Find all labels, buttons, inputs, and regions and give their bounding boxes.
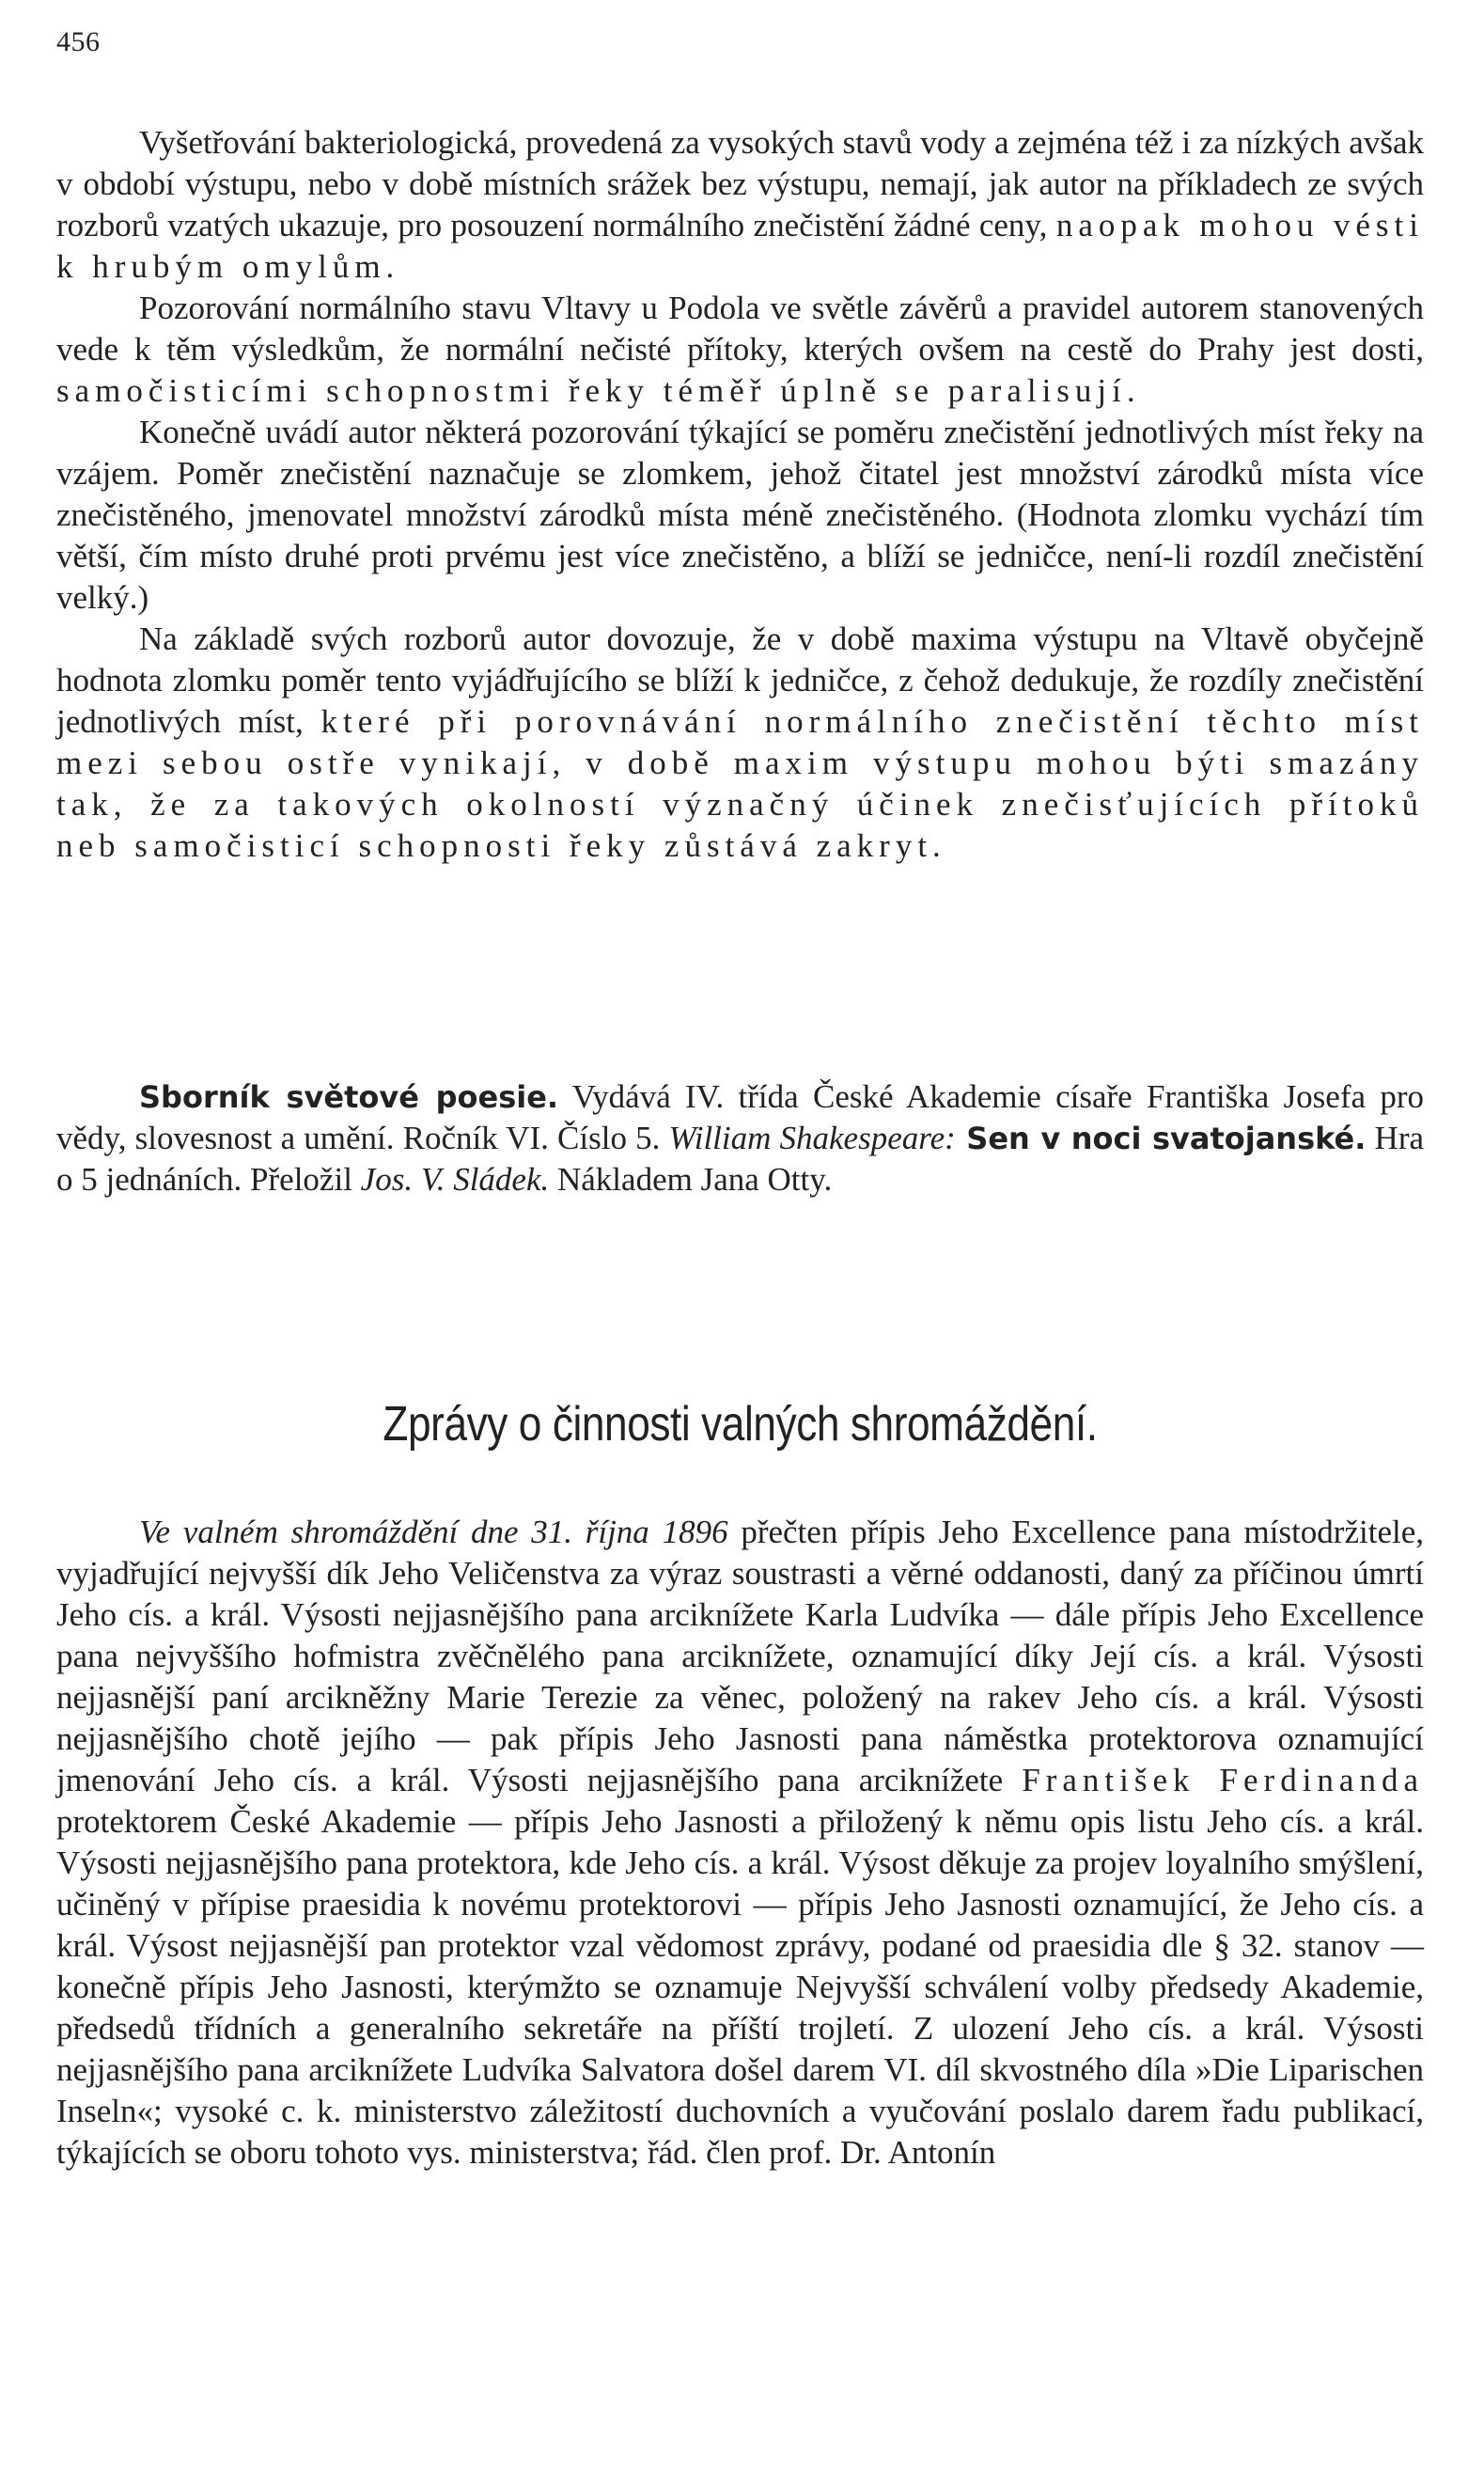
paragraph-text: protektorem České Akademie — přípis Jeho Jasnosti a přiložený k němu opis listu Jeho cís. a král. Výsosti nejjasnějšího pana protektora, kde Jeho cís. a král. Výsost děkuje za projev loyalního smýšlení, učiněný v přípise praesidia k novému protektorovi — přípis Jeho Jasnosti oznamující, že Jeho cís. a král. Výsost nejjasnější pan protektor vzal vědomost zprávy, podané od praesidia dle § 32. stanov — konečně přípis Jeho Jasnosti, kterýmžto se oznamuje Nejvyšší schválení volby předsedy Akademie, předsedů třídních a generalního sekretáře na příští trojletí. Z ulození Jeho cís. a král. Výsosti nejjasnějšího pana arciknížete Ludvíka Salvatora došel darem VI. díl skvostného díla »Die Liparischen Inseln«; vysoké c. k. ministerstvo záležitostí duchovních a vyučování poslalo darem řadu publikací, týkajících se oboru tohoto vys. ministerstva; řád. člen prof. Dr. Antonín (56, 1803, 1424, 2171)
book-text: Nákladem Jana Otty. (549, 1161, 833, 1198)
paragraph-text: Pozorování normálního stavu Vltavy u Podola ve světle závěrů a pravidel autorem stanovených vede k těm výsledkům, že normální nečisté přítoky, kterých ovšem na cestě do Prahy jest dosti, (56, 290, 1424, 368)
paragraph-text: Vyšetřování bakteriologická, provedená za vysokých stavů vody a zejména též i za nízkých avšak v období výstupu, nebo v době místních srážek bez výstupu, nemají, jak autor na příkladech ze svých rozborů vzatých ukazuje, pro posouzení normálního znečistění žádné ceny, (56, 124, 1424, 243)
spaced-name: František Ferdinanda (1022, 1762, 1424, 1798)
book-text: Vydává IV. třída České Akademie císaře Františka Josefa pro vědy, slovesnost a umění. Ročník VI. Číslo 5. (56, 1078, 1425, 1156)
book-notice (56, 1076, 1424, 1201)
page-number: 456 (56, 26, 101, 57)
book-author: William Shakespeare: (668, 1120, 956, 1156)
paragraph (56, 1512, 1424, 2174)
review-text (56, 122, 1424, 867)
book-entry (56, 1076, 1424, 1201)
section-title: Zprávy o činnosti valných shromáždění. (383, 1397, 1098, 1452)
spaced-emphasis: samočisticími schopnostmi řeky téměř úplně se paralisují. (56, 372, 1141, 409)
paragraph (56, 619, 1424, 867)
book-translator: Jos. V. Sládek. (360, 1161, 550, 1198)
book-series-title: Sborník světové poesie. (139, 1079, 559, 1115)
paragraph-text: Konečně uvádí autor některá pozorování týkající se poměru znečistění jednotlivých míst řeky na vzájem. Poměr znečistění naznačuje se zlomkem, jehož čitatel jest množství zárodků místa více znečistěného, jmenovatel množství zárodků místa méně znečistěného. (Hodnota zlomku vychází tím větší, čím místo druhé proti prvému jest více znečistěno, a blíží se jedničce, není-li rozdíl znečistění velký.) (56, 414, 1424, 616)
paragraph (56, 412, 1424, 619)
assembly-report (56, 1512, 1424, 2174)
paragraph (56, 122, 1424, 288)
paragraph-text: přečten přípis Jeho Excellence pana místodržitele, vyjadřující nejvyšší dík Jeho Veličenstva za výraz soustrasti a věrné oddanosti, daný za příčinou úmrtí Jeho cís. a král. Výsosti nejjasnějšího pana arciknížete Karla Ludvíka — dále přípis Jeho Excellence pana nejvyššího hofmistra zvěčnělého pana arciknížete, oznamující díky Její cís. a král. Výsosti nejjasnější paní arcikněžny Marie Terezie za věnec, položený na rakev Jeho cís. a král. Výsosti nejjasnějšího chotě jejího — pak přípis Jeho Jasnosti pana náměstka protektorova oznamující jmenování Jeho cís. a král. Výsosti nejjasnějšího pana arciknížete (56, 1514, 1424, 1798)
paragraph (56, 288, 1424, 412)
book-work-title: Sen v noci svatojanské. (955, 1121, 1367, 1156)
book-text: Hra o 5 jednáních. Přeložil (56, 1120, 1425, 1198)
paragraph-text: Na základě svých rozborů autor dovozuje, že v době maxima výstupu na Vltavě obyčejně hodnota zlomku poměr tento vyjádřujícího se blíží k jedničce, z čehož dedukuje, že rozdíly znečistění jednotlivých míst, (56, 620, 1424, 740)
spaced-emphasis: naopak mohou vésti k hrubým omylům. (56, 207, 1424, 285)
spaced-emphasis: které při porovnávání normálního znečistění těchto míst mezi sebou ostře vynikají, v době maxim výstupu mohou býti smazány tak, že za takových okolností význačný účinek znečisťujících přítoků neb samočisticí schopnosti řeky zůstává zakryt. (56, 703, 1424, 864)
report-date-lead: Ve valném shromáždění dne 31. října 1896 (139, 1514, 728, 1550)
